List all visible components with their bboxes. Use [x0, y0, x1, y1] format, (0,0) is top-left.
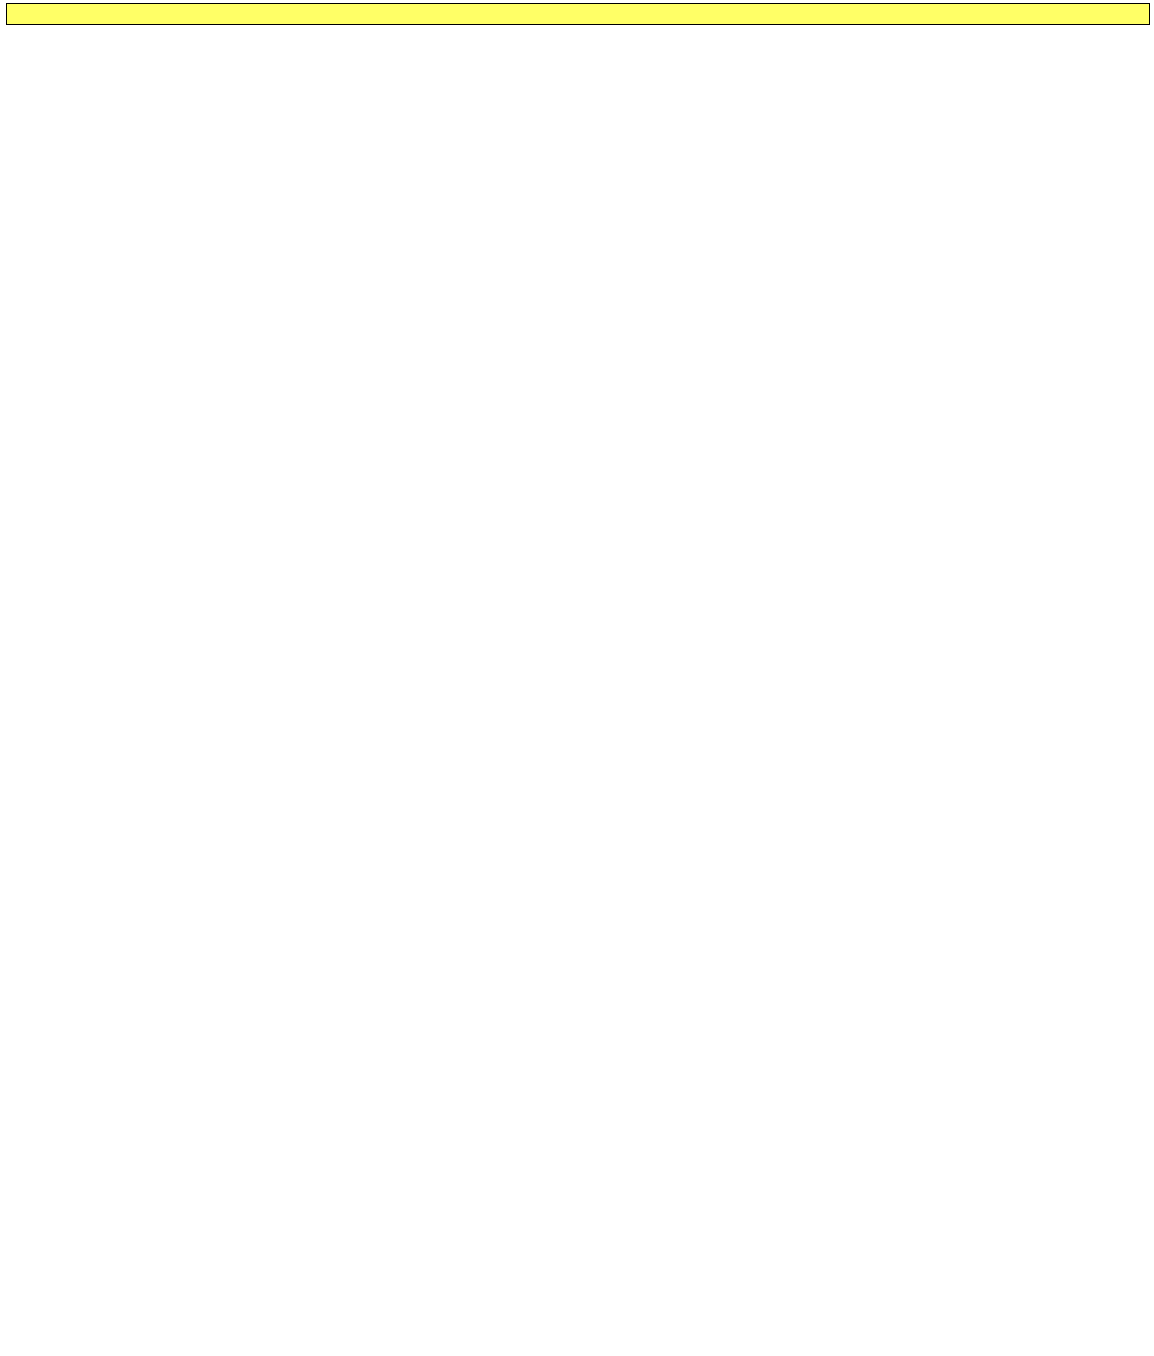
page-title — [6, 3, 1150, 25]
